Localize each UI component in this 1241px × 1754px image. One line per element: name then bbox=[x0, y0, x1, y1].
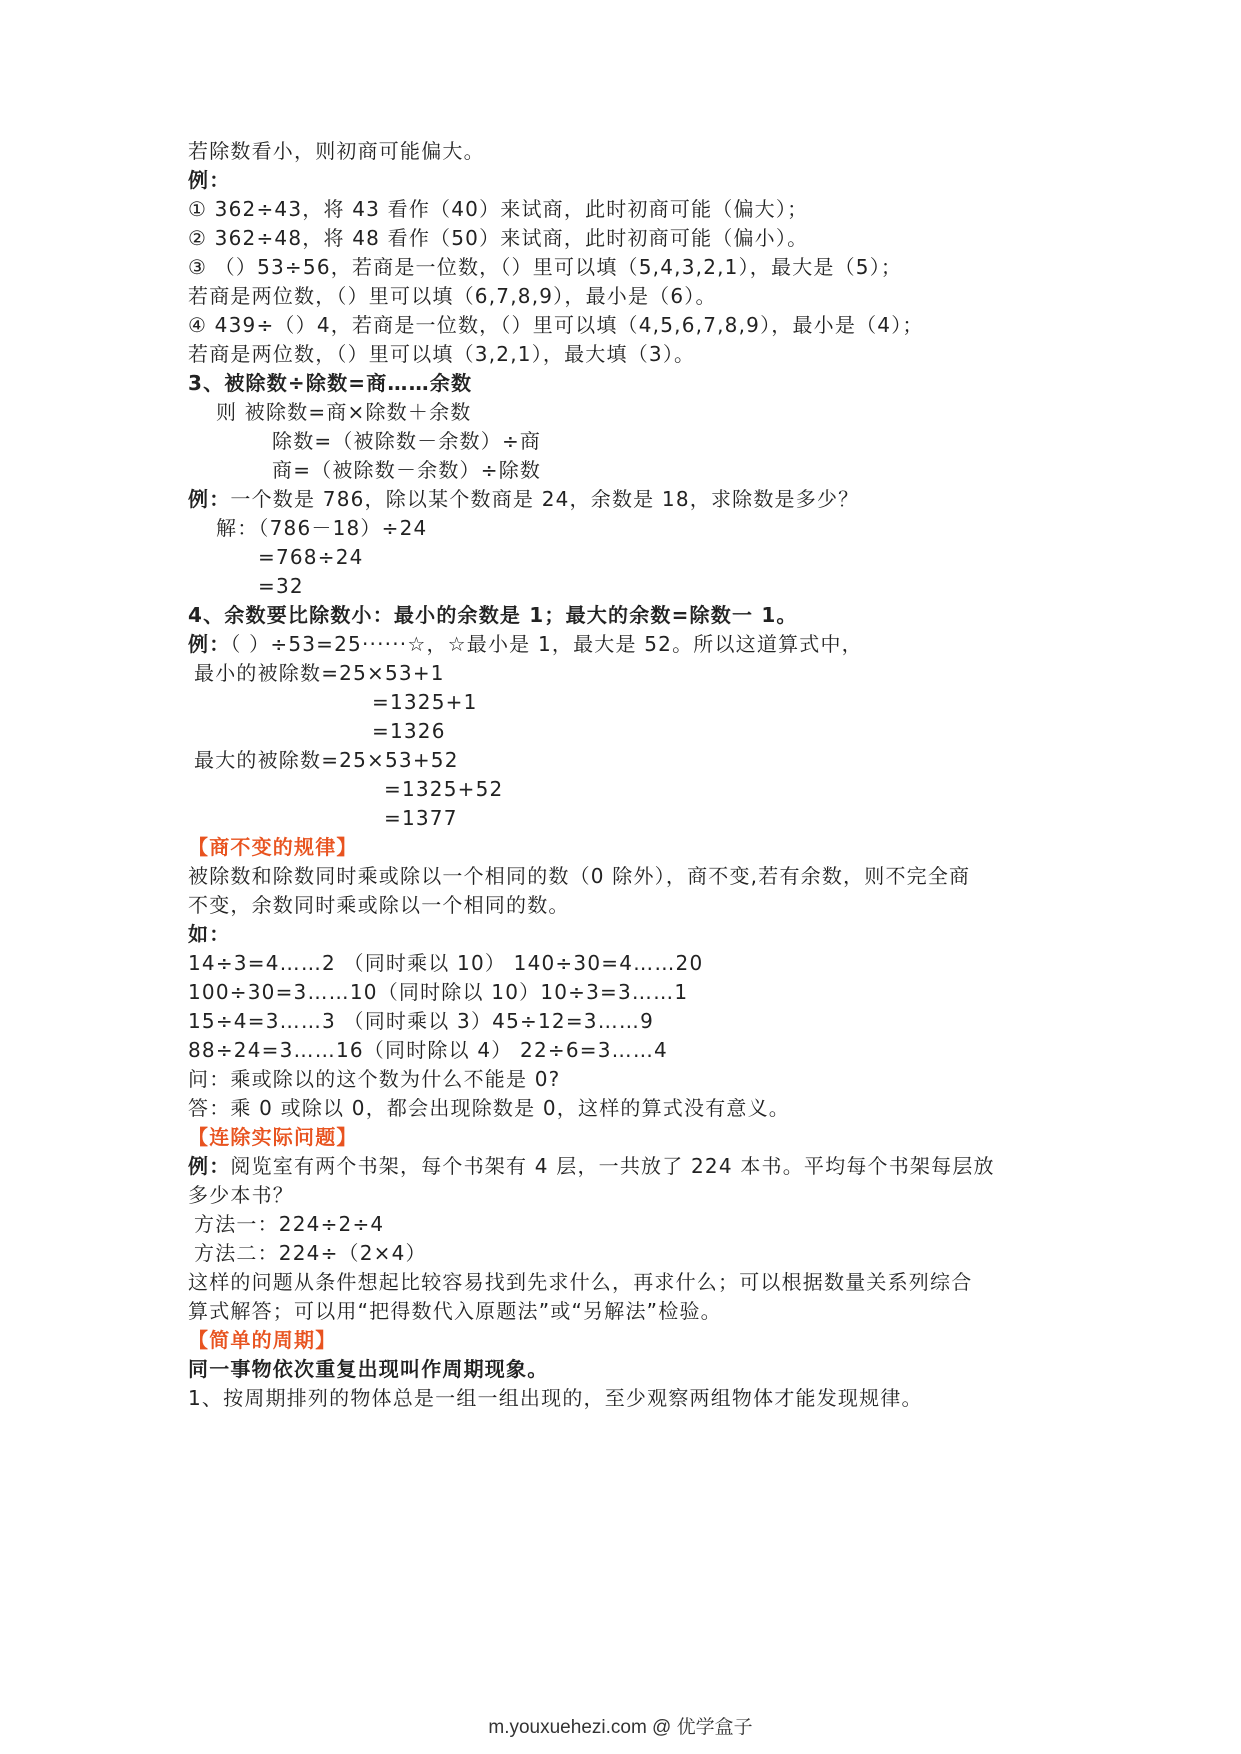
example-item-3: ③ （）53÷56，若商是一位数，（）里可以填（5,4,3,2,1），最大是（5）； bbox=[188, 255, 903, 279]
solution-line: =1326 bbox=[372, 719, 446, 743]
section-heading-simple-cycle: 【简单的周期】 bbox=[188, 1328, 337, 1352]
solution-line: =32 bbox=[258, 574, 304, 598]
solution-line: 最大的被除数=25×53+52 bbox=[194, 748, 459, 772]
question-line: 问：乘或除以的这个数为什么不能是 0? bbox=[188, 1067, 561, 1091]
solution-line: =768÷24 bbox=[258, 545, 364, 569]
for-example-label bbox=[188, 920, 230, 948]
example-prefix: 例： bbox=[188, 487, 231, 511]
text-line: 这样的问题从条件想起比较容易找到先求什么，再求什么；可以根据数量关系列综合 bbox=[188, 1270, 973, 1294]
solution-line: 解：（786－18）÷24 bbox=[216, 516, 428, 540]
text-line: 算式解答；可以用“把得数代入原题法”或“另解法”检验。 bbox=[188, 1299, 722, 1323]
equation-line: 100÷30=3……10（同时除以 10）10÷3=3……1 bbox=[188, 980, 689, 1004]
equation-line: 14÷3=4……2 （同时乘以 10） 140÷30=4……20 bbox=[188, 951, 704, 975]
solution-line: =1325+1 bbox=[372, 690, 478, 714]
example-prefix: 例： bbox=[188, 632, 231, 656]
example-question bbox=[188, 630, 863, 658]
example-question-text: （ ）÷53=25······☆，☆最小是 1，最大是 52。所以这道算式中， bbox=[230, 632, 863, 656]
formula-line: 则 被除数=商×除数＋余数 bbox=[216, 400, 472, 424]
solution-line: 最小的被除数=25×53+1 bbox=[194, 661, 445, 685]
example-question bbox=[188, 485, 859, 513]
example-question bbox=[188, 1152, 995, 1180]
text-line: 若商是两位数，（）里可以填（3,2,1），最大填（3）。 bbox=[188, 342, 696, 366]
for-example-prefix: 如： bbox=[188, 922, 231, 946]
section-heading-continuous-division: 【连除实际问题】 bbox=[188, 1125, 358, 1149]
example-question-text: 一个数是 786，除以某个数商是 24，余数是 18，求除数是多少？ bbox=[230, 487, 860, 511]
footer-watermark: m.youxuehezi.com @ 优学盒子 bbox=[488, 1717, 753, 1738]
text-line: 不变，余数同时乘或除以一个相同的数。 bbox=[188, 893, 570, 917]
example-question-text: 阅览室有两个书架，每个书架有 4 层，一共放了 224 本书。平均每个书架每层放 bbox=[230, 1154, 995, 1178]
formula-line: 除数=（被除数－余数）÷商 bbox=[272, 429, 542, 453]
method-line: 方法二：224÷（2×4） bbox=[194, 1241, 427, 1265]
text-line: 1、按周期排列的物体总是一组一组出现的，至少观察两组物体才能发现规律。 bbox=[188, 1386, 923, 1410]
example-prefix: 例： bbox=[188, 1154, 231, 1178]
formula-line: 商=（被除数－余数）÷除数 bbox=[272, 458, 542, 482]
section-heading-3: 3、被除数÷除数=商……余数 bbox=[188, 371, 473, 395]
section-heading-4: 4、余数要比除数小：最小的余数是 1；最大的余数=除数一 1。 bbox=[188, 603, 798, 627]
definition-line: 同一事物依次重复出现叫作周期现象。 bbox=[188, 1357, 549, 1381]
solution-line: =1377 bbox=[384, 806, 458, 830]
answer-line: 答：乘 0 或除以 0，都会出现除数是 0，这样的算式没有意义。 bbox=[188, 1096, 791, 1120]
equation-line: 15÷4=3……3 （同时乘以 3）45÷12=3……9 bbox=[188, 1009, 655, 1033]
example-item-1: ① 362÷43，将 43 看作（40）来试商，此时初商可能（偏大）； bbox=[188, 197, 809, 221]
example-item-2: ② 362÷48，将 48 看作（50）来试商，此时初商可能（偏小）。 bbox=[188, 226, 809, 250]
example-label: 例： bbox=[188, 168, 231, 192]
solution-line: =1325+52 bbox=[384, 777, 504, 801]
text-line: 多少本书？ bbox=[188, 1183, 294, 1207]
text-line: 被除数和除数同时乘或除以一个相同的数（0 除外），商不变,若有余数，则不完全商 bbox=[188, 864, 971, 888]
text-line: 若商是两位数，（）里可以填（6,7,8,9），最小是（6）。 bbox=[188, 284, 717, 308]
text-line: 若除数看小，则初商可能偏大。 bbox=[188, 139, 485, 163]
example-item-4: ④ 439÷（）4，若商是一位数，（）里可以填（4,5,6,7,8,9），最小是（4）； bbox=[188, 313, 924, 337]
method-line: 方法一：224÷2÷4 bbox=[194, 1212, 385, 1236]
equation-line: 88÷24=3……16（同时除以 4） 22÷6=3……4 bbox=[188, 1038, 668, 1062]
section-heading-quotient-rule: 【商不变的规律】 bbox=[188, 835, 358, 859]
